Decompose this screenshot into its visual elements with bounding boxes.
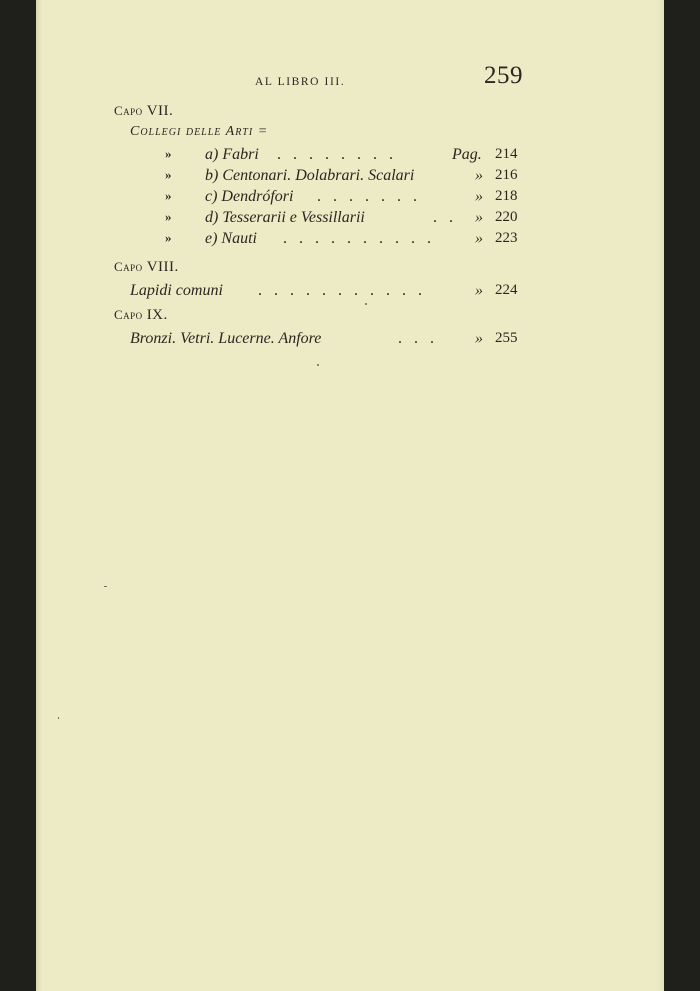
page-ref-number: 220 — [495, 209, 518, 225]
scan-speck — [104, 586, 107, 587]
chapter-heading-ix — [114, 307, 168, 324]
scan-edge-left — [36, 0, 42, 991]
page-number: 259 — [484, 62, 523, 89]
chapter-capo-label: Capo — [114, 259, 143, 274]
page-ref-marker: Pag. — [452, 146, 482, 163]
page-ref-number: 218 — [495, 188, 518, 204]
page-ref-number: 214 — [495, 146, 518, 162]
page-ref-number: 216 — [495, 167, 518, 183]
entry-label: d) Tesserarii e Vessillarii — [205, 209, 365, 226]
chapter-roman-numeral: IX. — [146, 307, 168, 323]
entry-label: b) Centonari. Dolabrari. Scalari — [205, 167, 415, 184]
scan-speck — [58, 717, 59, 719]
chapter-heading-viii — [114, 259, 179, 276]
leader-dots: . . . — [398, 330, 438, 347]
page-ref-number: 223 — [495, 230, 518, 246]
page-ref-marker: » — [475, 330, 483, 347]
ditto-mark: » — [165, 146, 172, 161]
page-ref-marker: » — [475, 188, 483, 205]
running-head: AL LIBRO III. — [255, 76, 346, 88]
chapter-capo-label: Capo — [114, 103, 143, 118]
page-ref-number: 224 — [495, 282, 518, 298]
leader-dots: . . . . . . . . . . . — [258, 282, 426, 299]
entry-label: c) Dendrófori — [205, 188, 294, 205]
entry-label: Bronzi. Vetri. Lucerne. Anfore — [130, 330, 322, 347]
ditto-mark: » — [165, 209, 172, 224]
chapter-roman-numeral: VIII. — [146, 259, 179, 275]
page-ref-marker: » — [475, 167, 483, 184]
entry-label: e) Nauti — [205, 230, 257, 247]
scan-edge-right — [658, 0, 664, 991]
leader-dots: . . . . . . . . . . — [283, 230, 435, 247]
chapter-capo-label: Capo — [114, 307, 143, 322]
scan-speck — [317, 364, 319, 366]
leader-dots: . . — [433, 209, 457, 226]
chapter-roman-numeral: VII. — [146, 103, 174, 119]
section-title: Collegi delle Arti = — [130, 124, 269, 139]
page-ref-marker: » — [475, 230, 483, 247]
chapter-heading-vii — [114, 103, 173, 120]
page-ref-marker: » — [475, 282, 483, 299]
entry-label: a) Fabri — [205, 146, 259, 163]
scan-speck — [365, 303, 367, 305]
page-ref-number: 255 — [495, 330, 518, 346]
leader-dots: . . . . . . . . — [277, 146, 397, 163]
entry-label: Lapidi comuni — [130, 282, 223, 299]
ditto-mark: » — [165, 230, 172, 245]
page-ref-marker: » — [475, 209, 483, 226]
leader-dots: . . . . . . . — [317, 188, 421, 205]
ditto-mark: » — [165, 188, 172, 203]
ditto-mark: » — [165, 167, 172, 182]
